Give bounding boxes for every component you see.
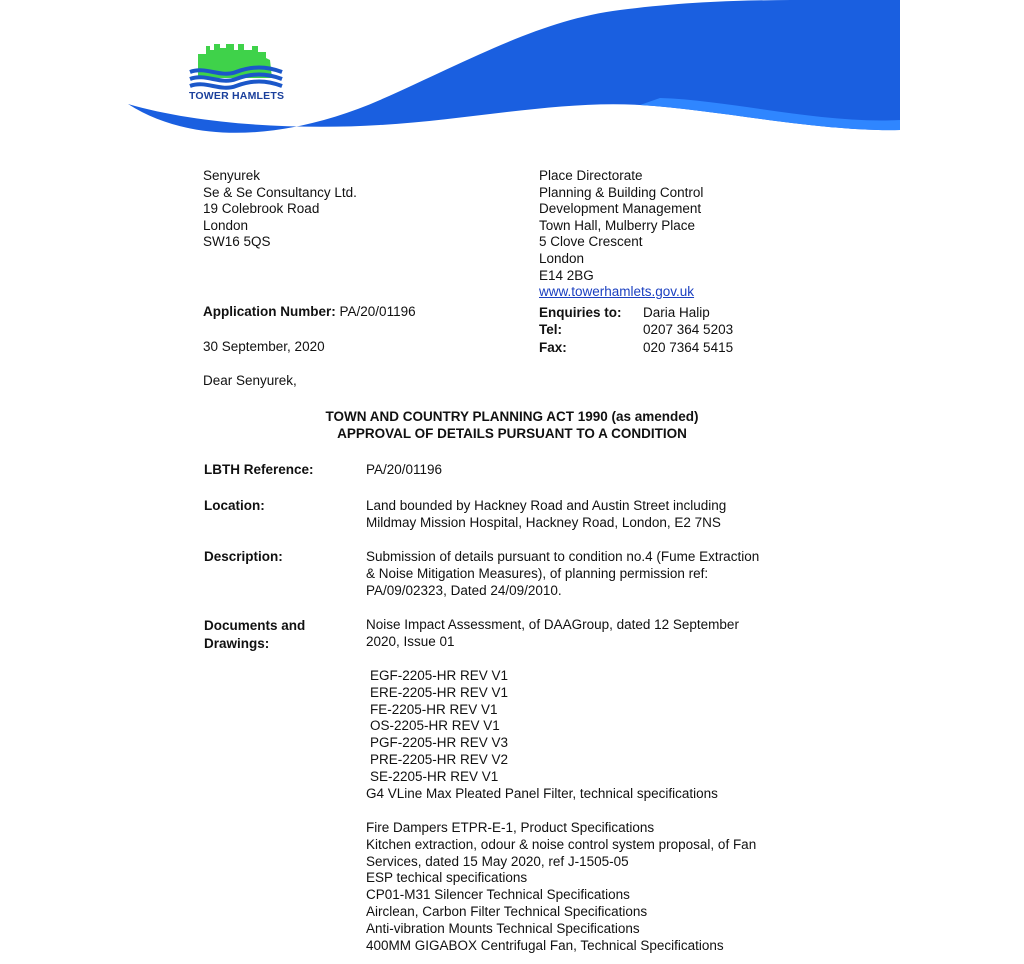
sender-line: Planning & Building Control: [539, 184, 704, 200]
letter-title: [0, 408, 1024, 442]
fax-value: 020 7364 5415: [643, 339, 734, 355]
drawing-item: EGF-2205-HR REV V1: [370, 668, 509, 683]
location-line: Mildmay Mission Hospital, Hackney Road, London, E2 7NS: [366, 515, 721, 530]
sender-line: E14 2BG: [539, 267, 594, 283]
spec-item: Airclean, Carbon Filter Technical Specifications: [366, 903, 648, 919]
document-item: G4 VLine Max Pleated Panel Filter, technical specifications: [366, 785, 718, 801]
sender-line: 5 Clove Crescent: [539, 234, 643, 250]
enquiries-value: Daria Halip: [643, 305, 710, 320]
documents-label: [204, 617, 305, 652]
tel-label: Tel:: [539, 322, 562, 338]
fax-label: Fax:: [539, 339, 567, 355]
application-number-value: PA/20/01196: [339, 304, 416, 319]
title-line: TOWN AND COUNTRY PLANNING ACT 1990 (as amended): [325, 409, 699, 424]
location-line: Land bounded by Hackney Road and Austin Street including: [366, 498, 727, 513]
description-line: & Noise Mitigation Measures), of planning permission ref:: [366, 566, 709, 581]
drawing-item: PGF-2205-HR REV V3: [370, 735, 509, 751]
documents-label-line: Drawings:: [204, 635, 270, 651]
documents-label-line: Documents and: [204, 618, 306, 633]
spec-item: 400MM GIGABOX Centrifugal Fan, Technical Specifications: [366, 937, 724, 953]
sender-line: London: [539, 250, 585, 266]
letter-date: 30 September, 2020: [203, 339, 325, 354]
recipient-address: [203, 168, 357, 251]
sender-line: Place Directorate: [539, 168, 643, 183]
recipient-line: SW16 5QS: [203, 234, 271, 250]
reference-value: PA/20/01196: [366, 462, 443, 477]
website-link[interactable]: www.towerhamlets.gov.uk: [539, 284, 695, 300]
description-value: [366, 548, 759, 599]
reference-label: LBTH Reference:: [204, 462, 314, 477]
recipient-line: London: [203, 217, 249, 233]
document-item: 2020, Issue 01: [366, 633, 455, 649]
recipient-line: Se & Se Consultancy Ltd.: [203, 184, 357, 200]
sender-line: Town Hall, Mulberry Place: [539, 217, 696, 233]
header-wave-graphic: [0, 0, 1024, 140]
application-number: [203, 304, 416, 319]
sender-address: [539, 168, 703, 301]
location-label: Location:: [204, 498, 265, 513]
drawings-list: [366, 668, 718, 802]
application-number-label: Application Number:: [203, 304, 336, 319]
tel-value: 0207 364 5203: [643, 322, 734, 338]
spec-item: Kitchen extraction, odour & noise control system proposal, of Fan: [366, 836, 757, 852]
recipient-line: 19 Colebrook Road: [203, 201, 320, 217]
recipient-line: Senyurek: [203, 168, 261, 183]
drawing-item: OS-2205-HR REV V1: [370, 718, 500, 734]
drawing-item: PRE-2205-HR REV V2: [370, 751, 509, 767]
specifications-list: [366, 820, 756, 954]
description-label: Description:: [204, 549, 283, 564]
location-value: [366, 497, 726, 531]
salutation: Dear Senyurek,: [203, 373, 297, 388]
description-line: Submission of details pursuant to condition no.4 (Fume Extraction: [366, 549, 760, 564]
description-line: PA/09/02323, Dated 24/09/2010.: [366, 583, 562, 598]
enquiries-label: Enquiries to:: [539, 305, 622, 320]
spec-item: Fire Dampers ETPR-E-1, Product Specifications: [366, 820, 655, 835]
title-line: APPROVAL OF DETAILS PURSUANT TO A CONDITION: [337, 426, 687, 441]
contact-details: [539, 304, 733, 356]
spec-item: ESP techical specifications: [366, 870, 528, 886]
drawing-item: SE-2205-HR REV V1: [370, 768, 499, 784]
spec-item: Anti-vibration Mounts Technical Specifications: [366, 920, 640, 936]
drawing-item: FE-2205-HR REV V1: [370, 701, 498, 717]
documents-intro: [366, 617, 739, 651]
spec-item: Services, dated 15 May 2020, ref J-1505-05: [366, 853, 629, 869]
document-item: Noise Impact Assessment, of DAAGroup, dated 12 September: [366, 617, 739, 632]
sender-line: Development Management: [539, 201, 702, 217]
logo-text: TOWER HAMLETS: [189, 90, 285, 102]
drawing-item: ERE-2205-HR REV V1: [370, 684, 509, 700]
spec-item: CP01-M31 Silencer Technical Specifications: [366, 887, 630, 903]
